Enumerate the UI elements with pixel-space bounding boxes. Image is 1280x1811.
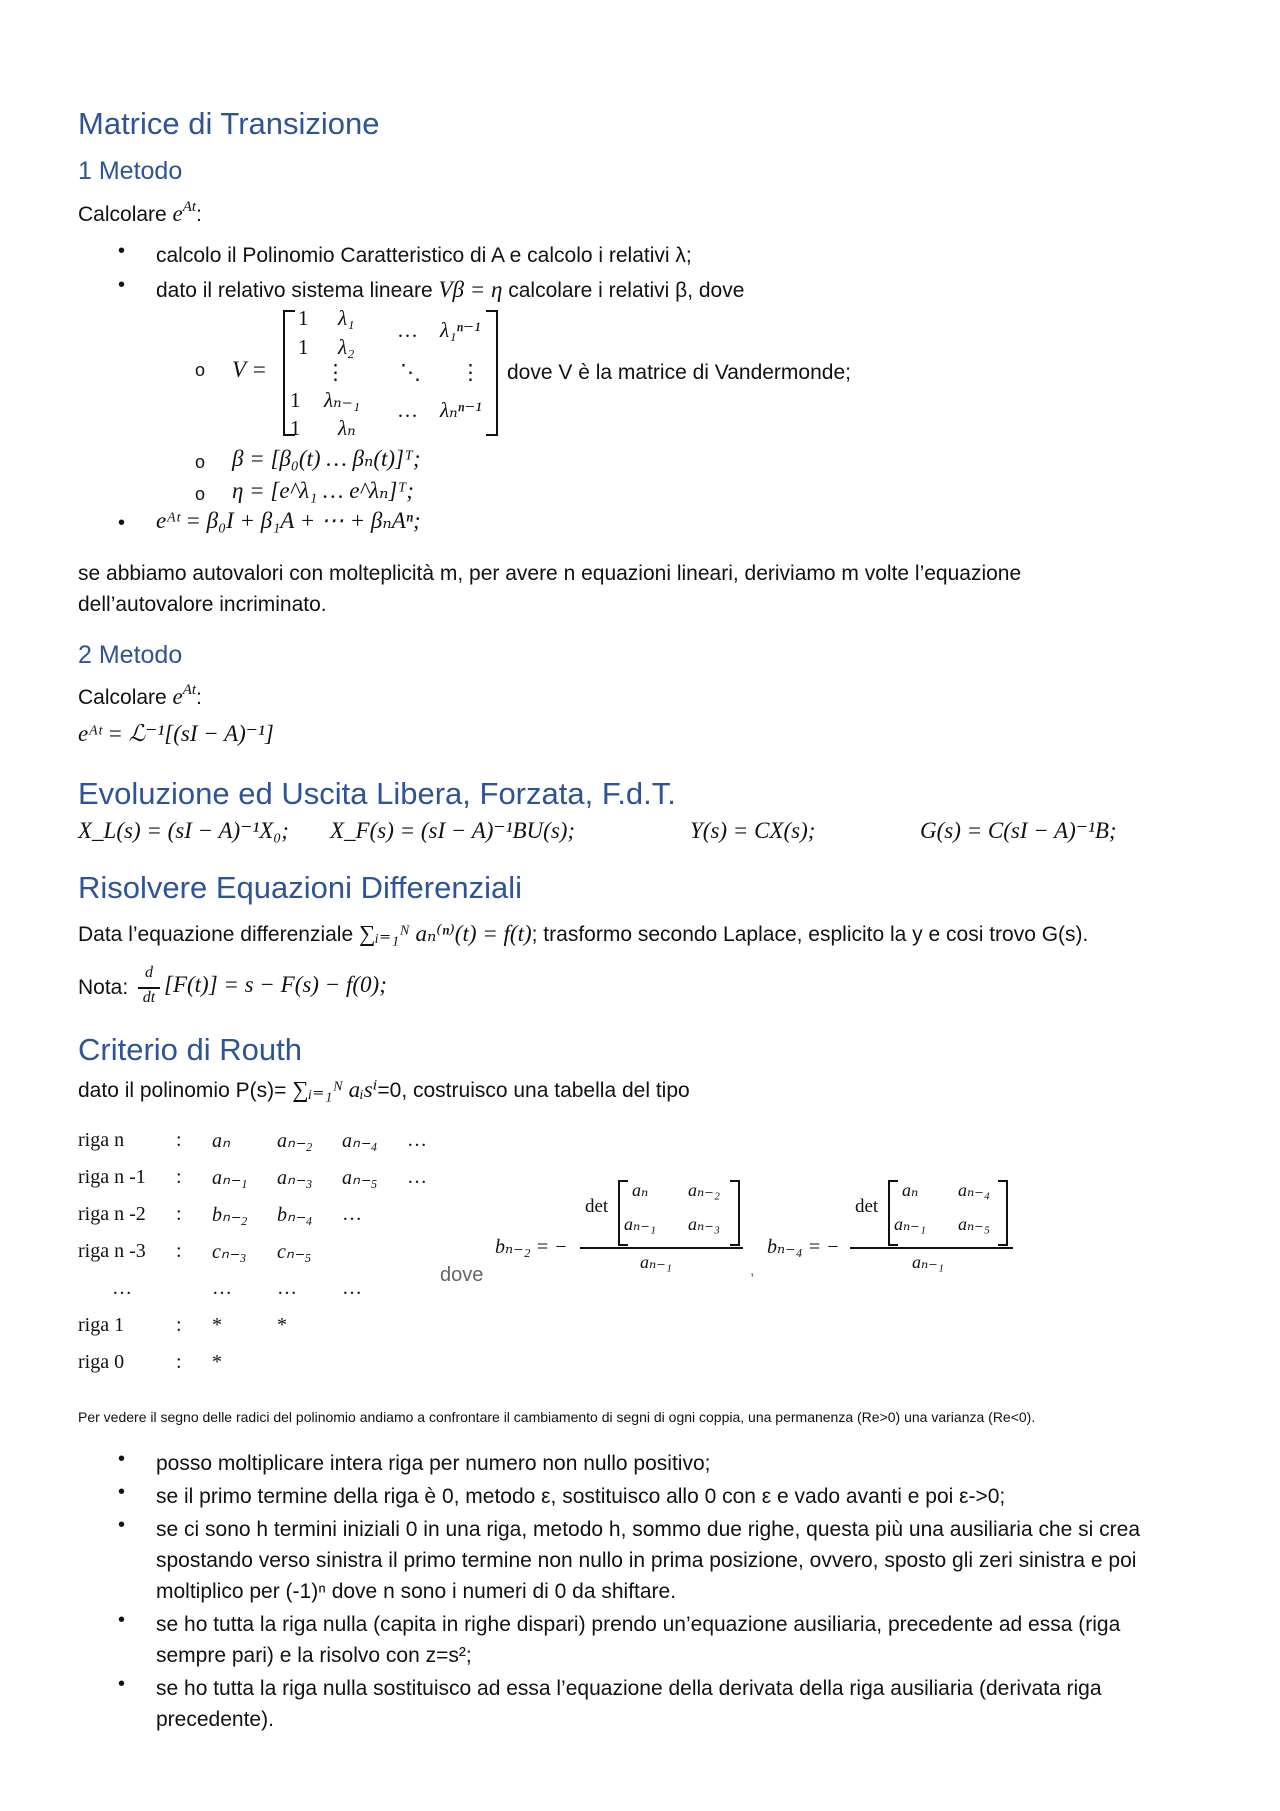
heading-metodo-2: 2 Metodo xyxy=(78,641,183,669)
bullet-dot: • xyxy=(118,1481,126,1503)
v-cell: λₙ xyxy=(338,416,356,440)
heading-metodo-1: 1 Metodo xyxy=(78,157,183,185)
v-cell: ⋮ xyxy=(325,360,346,384)
nota-formula: [F(t)] = s − F(s) − f(0); xyxy=(164,972,387,997)
bullet-text: spostando verso sinistra il primo termine non nullo in prima posizione, ovvero, sposto gli zeri sinistra e poi xyxy=(156,1549,1137,1572)
v-cell: 1 xyxy=(290,388,301,412)
routh-note: Per vedere il segno delle radici del polinomio andiamo a confrontare il cambiamento di segni di ogni coppia, una permanenza (Re>0) una varianza (Re<0). xyxy=(78,1409,1036,1425)
v-cell: λ₁ xyxy=(338,306,355,330)
matrix-right-bracket xyxy=(730,1180,740,1246)
bullet-text: se ho tutta la riga nulla (capita in righe dispari) prendo un’equazione ausiliaria, precedente ad essa (riga xyxy=(156,1613,1121,1636)
bullet-dot: • xyxy=(118,240,126,262)
eta-def: η = [e^λ₁ … e^λₙ]ᵀ; xyxy=(232,478,414,503)
v-cell: … xyxy=(397,318,418,342)
m2-cell: aₙ₋₁ xyxy=(894,1214,927,1234)
nota-label: Nota: xyxy=(78,976,129,999)
bullet-text: se il primo termine della riga è 0, metodo ε, sostituisco allo 0 con ε e vado avanti e poi ε->0; xyxy=(156,1485,1006,1508)
vandermonde-note: dove V è la matrice di Vandermonde; xyxy=(507,361,851,384)
calc-line-2: Calcolare $e^{At}$: xyxy=(78,682,202,709)
b2-lhs: bₙ₋₄ = − xyxy=(767,1236,840,1258)
table-row: riga n -3 : cₙ₋₃ cₙ₋₅ xyxy=(78,1240,312,1263)
v-cell: λₙⁿ⁻¹ xyxy=(440,398,482,422)
matrix-right-bracket xyxy=(486,310,498,436)
table-row: riga n -2 : bₙ₋₂ bₙ₋₄ … xyxy=(78,1203,362,1226)
formula-xl: X_L(s) = (sI − A)⁻¹X₀; xyxy=(78,818,289,843)
diff-eq-line: Data l’equazione differenziale ∑ᵢ₌₁ᴺ aₙ⁽ⁿ⁾(t) = f(t); trasformo secondo Laplace, esplicito la y e cosi trovo G(s). xyxy=(78,921,1089,946)
bullet-text: posso moltiplicare intera riga per numero non nullo positivo; xyxy=(156,1452,711,1475)
table-row: … … … … xyxy=(112,1277,362,1299)
bullet-dot: • xyxy=(118,1609,126,1631)
matrix-left-bracket xyxy=(888,1180,898,1246)
v-cell: λ₁ⁿ⁻¹ xyxy=(440,318,481,342)
sub-bullet-circle: o xyxy=(195,360,206,380)
m1-cell: aₙ₋₁ xyxy=(624,1214,657,1234)
formula-g: G(s) = C(sI − A)⁻¹B; xyxy=(920,818,1117,843)
v-cell: λₙ₋₁ xyxy=(324,388,360,412)
m2-cell: aₙ xyxy=(902,1180,919,1200)
table-row: riga n -1 : aₙ₋₁ aₙ₋₃ aₙ₋₅ … xyxy=(78,1166,427,1189)
bullet-text: moltiplico per (-1)ⁿ dove n sono i numeri di 0 da shiftare. xyxy=(156,1580,677,1603)
multiplicity-text-1: se abbiamo autovalori con molteplicità m, per avere n equazioni lineari, deriviamo m volte l’equazione xyxy=(78,562,1022,585)
bullet-text: calcolo il Polinomio Caratteristico di A e calcolo i relativi λ; xyxy=(156,244,692,267)
b1-lhs: bₙ₋₂ = − xyxy=(495,1236,568,1258)
m1-cell: aₙ₋₃ xyxy=(688,1214,721,1234)
heading-equazioni: Risolvere Equazioni Differenziali xyxy=(78,870,522,905)
bullet-text: dato il relativo sistema lineare Vβ = η calcolare i relativi β, dove xyxy=(156,277,745,302)
laplace-formula: eᴬᵗ = ℒ⁻¹[(sI − A)⁻¹] xyxy=(78,721,274,746)
v-label: V = xyxy=(232,357,267,382)
beta-def: β = [β₀(t) … βₙ(t)]ᵀ; xyxy=(232,446,421,471)
bullet-text: sempre pari) e la risolvo con z=s²; xyxy=(156,1644,472,1667)
frac-bar xyxy=(850,1247,1013,1249)
eat-formula: eᴬᵗ = β₀I + β₁A + ⋯ + βₙAⁿ; xyxy=(156,508,421,533)
m2-cell: aₙ₋₄ xyxy=(958,1180,991,1200)
bullet-dot: • xyxy=(118,274,126,296)
v-cell: 1 xyxy=(290,416,301,440)
bullet-dot: • xyxy=(118,1514,126,1536)
det-label: det xyxy=(855,1196,879,1217)
table-row: riga n : aₙ aₙ₋₂ aₙ₋₄ … xyxy=(78,1129,427,1152)
comma: , xyxy=(750,1262,755,1279)
bullet-dot: • xyxy=(118,1673,126,1695)
v-cell: 1 xyxy=(298,306,309,330)
m2-cell: aₙ₋₅ xyxy=(958,1214,991,1234)
det-label: det xyxy=(585,1196,609,1217)
bullet-text: se ci sono h termini iniziali 0 in una riga, metodo h, sommo due righe, questa più una ausiliaria che si crea xyxy=(156,1518,1141,1541)
b1-den: aₙ₋₁ xyxy=(640,1252,673,1272)
heading-evoluzione: Evoluzione ed Uscita Libera, Forzata, F.d.T. xyxy=(78,776,676,811)
calc-line-1: Calcolare $e^{At}$: xyxy=(78,199,202,226)
dove-label: dove xyxy=(440,1264,484,1286)
sub-bullet-circle: o xyxy=(195,452,206,472)
m1-cell: aₙ₋₂ xyxy=(688,1180,721,1200)
routh-intro: dato il polinomio P(s)= ∑ᵢ₌₁ᴺ aᵢsⁱ=0, costruisco una tabella del tipo xyxy=(78,1077,690,1102)
v-cell: … xyxy=(397,398,418,422)
frac-bar xyxy=(580,1247,743,1249)
m1-cell: aₙ xyxy=(632,1180,649,1200)
bullet-text: se ho tutta la riga nulla sostituisco ad essa l’equazione della derivata della riga ausiliaria (derivata riga xyxy=(156,1677,1102,1700)
v-cell: 1 xyxy=(298,335,309,359)
frac-den: dt xyxy=(142,989,156,1006)
bullet-text: precedente). xyxy=(156,1708,274,1731)
matrix-right-bracket xyxy=(998,1180,1008,1246)
formula-xf: X_F(s) = (sI − A)⁻¹BU(s); xyxy=(330,818,576,843)
bullet-dot: • xyxy=(118,1448,126,1470)
sub-bullet-circle: o xyxy=(195,484,206,504)
formula-y: Y(s) = CX(s); xyxy=(690,818,816,843)
v-cell: λ₂ xyxy=(338,335,355,359)
heading-routh: Criterio di Routh xyxy=(78,1032,302,1067)
v-cell: ⋱ xyxy=(400,360,421,384)
table-row: riga 1 : * * xyxy=(78,1314,287,1336)
v-cell: ⋮ xyxy=(460,360,481,384)
bullet-dot: • xyxy=(118,512,126,534)
heading-matrice-transizione: Matrice di Transizione xyxy=(78,106,380,141)
b2-den: aₙ₋₁ xyxy=(912,1252,945,1272)
frac-num: d xyxy=(145,964,153,981)
table-row: riga 0 : * xyxy=(78,1351,222,1373)
matrix-left-bracket xyxy=(618,1180,628,1246)
multiplicity-text-2: dell’autovalore incriminato. xyxy=(78,593,327,616)
routh-table xyxy=(78,1122,437,1381)
